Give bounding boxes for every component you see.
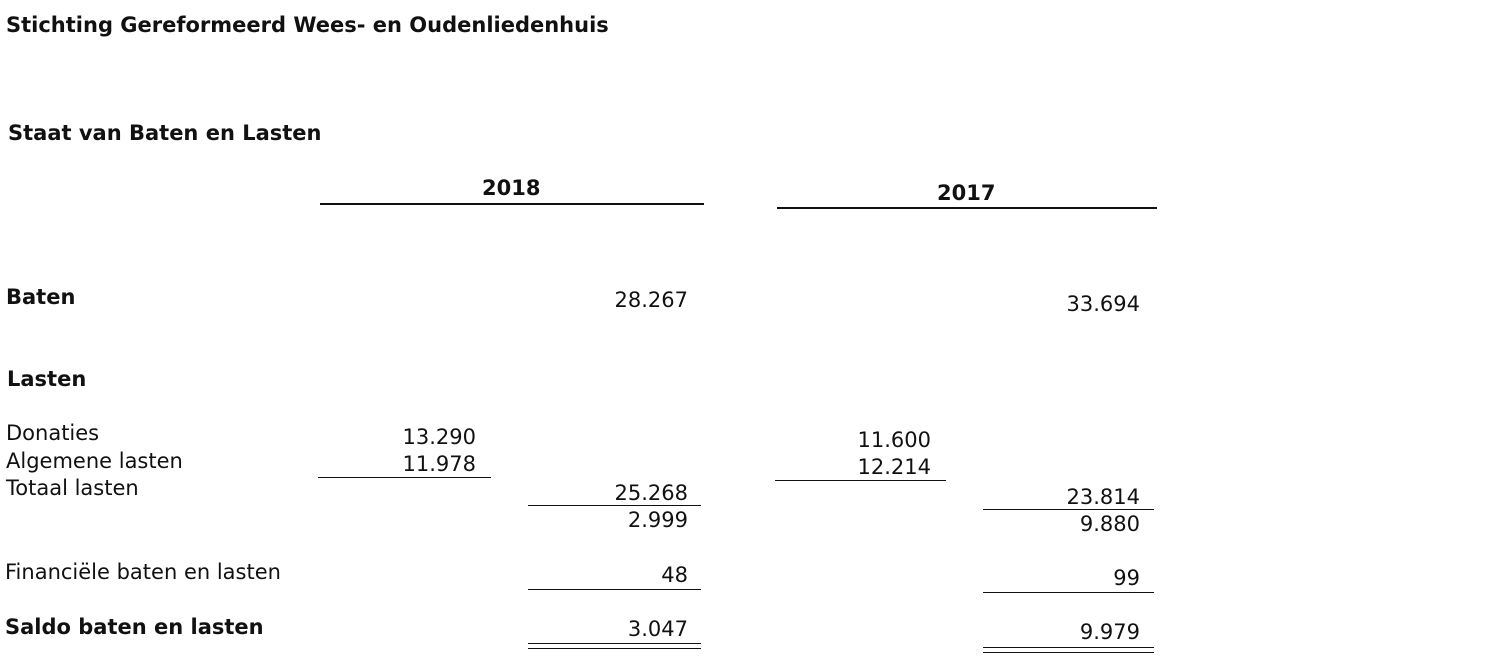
column-heading-year2: 2017 bbox=[937, 181, 996, 205]
donaties-label: Donaties bbox=[6, 421, 100, 445]
saldo-2017-value: 9.979 bbox=[1079, 620, 1140, 644]
year2-heading-rule bbox=[777, 207, 1157, 209]
financiele-baten-label: Financiële baten en lasten bbox=[5, 560, 281, 584]
totaal-2018-rule bbox=[528, 505, 701, 506]
subtotal-2018-value: 2.999 bbox=[627, 508, 688, 532]
financiele-2017-rule bbox=[983, 592, 1154, 593]
totaal-lasten-label: Totaal lasten bbox=[6, 476, 139, 500]
year1-heading-rule bbox=[320, 203, 704, 205]
donaties-2018-value: 13.290 bbox=[402, 425, 476, 449]
totaal-lasten-2017-value: 23.814 bbox=[1066, 485, 1140, 509]
organization-name: Stichting Gereformeerd Wees- en Oudenliedenhuis bbox=[6, 13, 609, 37]
saldo-2018-double-rule-bottom bbox=[528, 648, 701, 649]
baten-2018-value: 28.267 bbox=[614, 288, 688, 312]
statement-title: Staat van Baten en Lasten bbox=[8, 121, 322, 145]
baten-label: Baten bbox=[6, 285, 76, 309]
totaal-2017-rule bbox=[983, 509, 1154, 510]
subtotal-2017-value: 9.880 bbox=[1079, 512, 1140, 536]
donaties-2017-value: 11.600 bbox=[857, 428, 931, 452]
totaal-lasten-2018-value: 25.268 bbox=[614, 481, 688, 505]
lasten-2018-sum-rule bbox=[318, 477, 491, 478]
saldo-2018-value: 3.047 bbox=[627, 617, 688, 641]
algemene-lasten-label: Algemene lasten bbox=[6, 449, 183, 473]
financiele-2017-value: 99 bbox=[1113, 566, 1140, 590]
lasten-2017-sum-rule bbox=[775, 480, 946, 481]
saldo-label: Saldo baten en lasten bbox=[5, 615, 264, 639]
baten-2017-value: 33.694 bbox=[1066, 292, 1140, 316]
column-heading-year1: 2018 bbox=[482, 176, 541, 200]
saldo-2018-double-rule-top bbox=[528, 643, 701, 644]
saldo-2017-double-rule-bottom bbox=[983, 652, 1154, 653]
algemene-lasten-2017-value: 12.214 bbox=[857, 455, 931, 479]
financiele-2018-value: 48 bbox=[661, 563, 688, 587]
financiele-2018-rule bbox=[528, 589, 701, 590]
saldo-2017-double-rule-top bbox=[983, 647, 1154, 648]
algemene-lasten-2018-value: 11.978 bbox=[402, 452, 476, 476]
lasten-heading: Lasten bbox=[7, 367, 87, 391]
